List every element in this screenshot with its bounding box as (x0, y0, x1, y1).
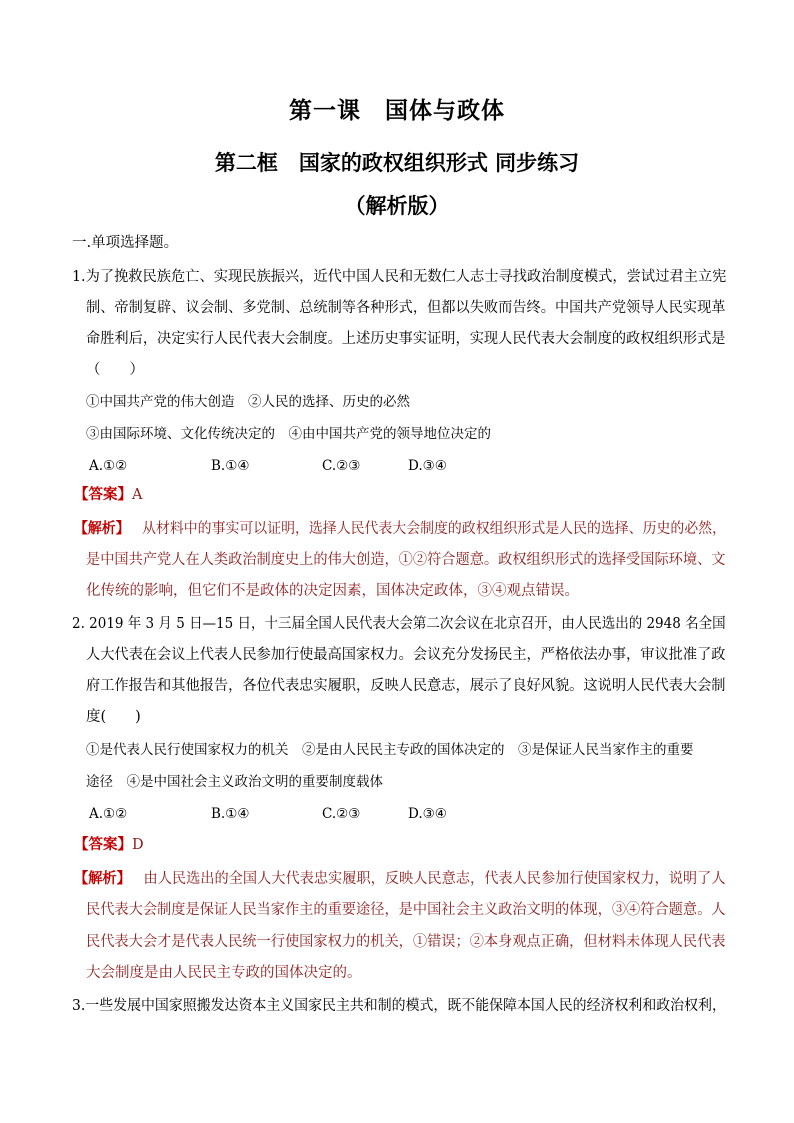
q1-option-d: D.③④ (408, 458, 447, 474)
q2-option-d: D.③④ (408, 806, 447, 822)
q1-line: 1.为了挽救民族危亡、实现民族振兴，近代中国人民和无数仁人志士寻找政治制度模式，尝试过君主立宪 (72, 269, 727, 285)
answer-label: 【答案】 (74, 486, 132, 503)
q2-statement: ①是代表人民行使国家权力的机关 ②是由人民民主专政的国体决定的 ③是保证人民当家作主的重要 (86, 742, 694, 758)
answer-value: A (132, 487, 143, 503)
q2-option-b: B.①④ (211, 806, 250, 822)
analysis-text: 从材料中的事实可以证明，选择人民代表大会制度的政权组织形式是人民的选择、历史的必然， (142, 521, 726, 537)
q2-option-c: C.②③ (322, 806, 361, 822)
q2-statement: 途径 ④是中国社会主义政治文明的重要制度载体 (86, 774, 383, 790)
q3-line: 3.一些发展中国家照搬发达资本主义国家民主共和制的模式，既不能保障本国人民的经济权利和政治权利， (72, 998, 726, 1014)
q2-line: 度( ) (86, 709, 141, 725)
lesson-title: 第一课 国体与政体 (289, 97, 505, 124)
q1-line: 命胜利后，决定实行人民代表大会制度。上述历史事实证明，实现人民代表大会制度的政权组织形式是 (86, 331, 726, 347)
q1-option-a: A.①② (89, 458, 128, 474)
section-heading: 一.单项选择题。 (72, 235, 179, 251)
q1-answer (74, 485, 142, 505)
q1-line: 制、帝制复辟、议会制、多党制、总统制等各种形式，但都以失败而告终。中国共产党领导人民实现革 (86, 300, 726, 316)
q2-analysis-line: 大会制度是由人民民主专政的国体决定的。 (86, 965, 362, 981)
analysis-text: 由人民选出的全国人大代表忠实履职，反映人民意志，代表人民参加行使国家权力，说明了人 (143, 871, 726, 887)
q2-answer (74, 835, 144, 855)
q1-analysis-line: 是中国共产党人在人类政治制度史上的伟大创造，①②符合题意。政权组织形式的选择受国际环境、文 (86, 552, 726, 568)
answer-value: D (132, 837, 144, 853)
analysis-label: 【解析】 (74, 870, 131, 887)
q1-statement: ③由国际环境、文化传统决定的 ④由中国共产党的领导地位决定的 (86, 426, 491, 442)
q1-option-c: C.②③ (322, 458, 361, 474)
section-subtitle: 第二框 国家的政权组织形式 同步练习 (214, 150, 580, 175)
q1-option-b: B.①④ (211, 458, 250, 474)
q2-analysis (74, 869, 726, 889)
answer-label: 【答案】 (74, 836, 132, 853)
q2-line: 2. 2019 年 3 月 5 日—15 日，十三届全国人民代表大会第二次会议在北京召开，由人民选出的 2948 名全国 (72, 616, 726, 632)
q2-line: 府工作报告和其他报告，各位代表忠实履职，反映人民意志，展示了良好风貌。这说明人民代表大会制 (86, 678, 726, 694)
analysis-label: 【解析】 (74, 520, 130, 537)
q2-line: 人大代表在会议上代表人民参加行使最高国家权力。会议充分发扬民主，严格依法办事，审议批准了政 (86, 647, 726, 663)
q1-statement: ①中国共产党的伟大创造 ②人民的选择、历史的必然 (86, 394, 410, 410)
q1-analysis (74, 519, 726, 539)
q1-line: （ ） (86, 362, 144, 378)
q2-analysis-line: 民代表大会制度是保证人民当家作主的重要途径，是中国社会主义政治文明的体现，③④符合题意。人 (86, 902, 726, 918)
q2-option-a: A.①② (89, 806, 128, 822)
edition-note: （解析版） (344, 193, 450, 218)
q2-analysis-line: 民代表大会才是代表人民统一行使国家权力的机关，①错误；②本身观点正确，但材料未体现人民代表 (86, 934, 726, 950)
q1-analysis-line: 化传统的影响，但它们不是政体的决定因素，国体决定政体，③④观点错误。 (86, 583, 579, 599)
